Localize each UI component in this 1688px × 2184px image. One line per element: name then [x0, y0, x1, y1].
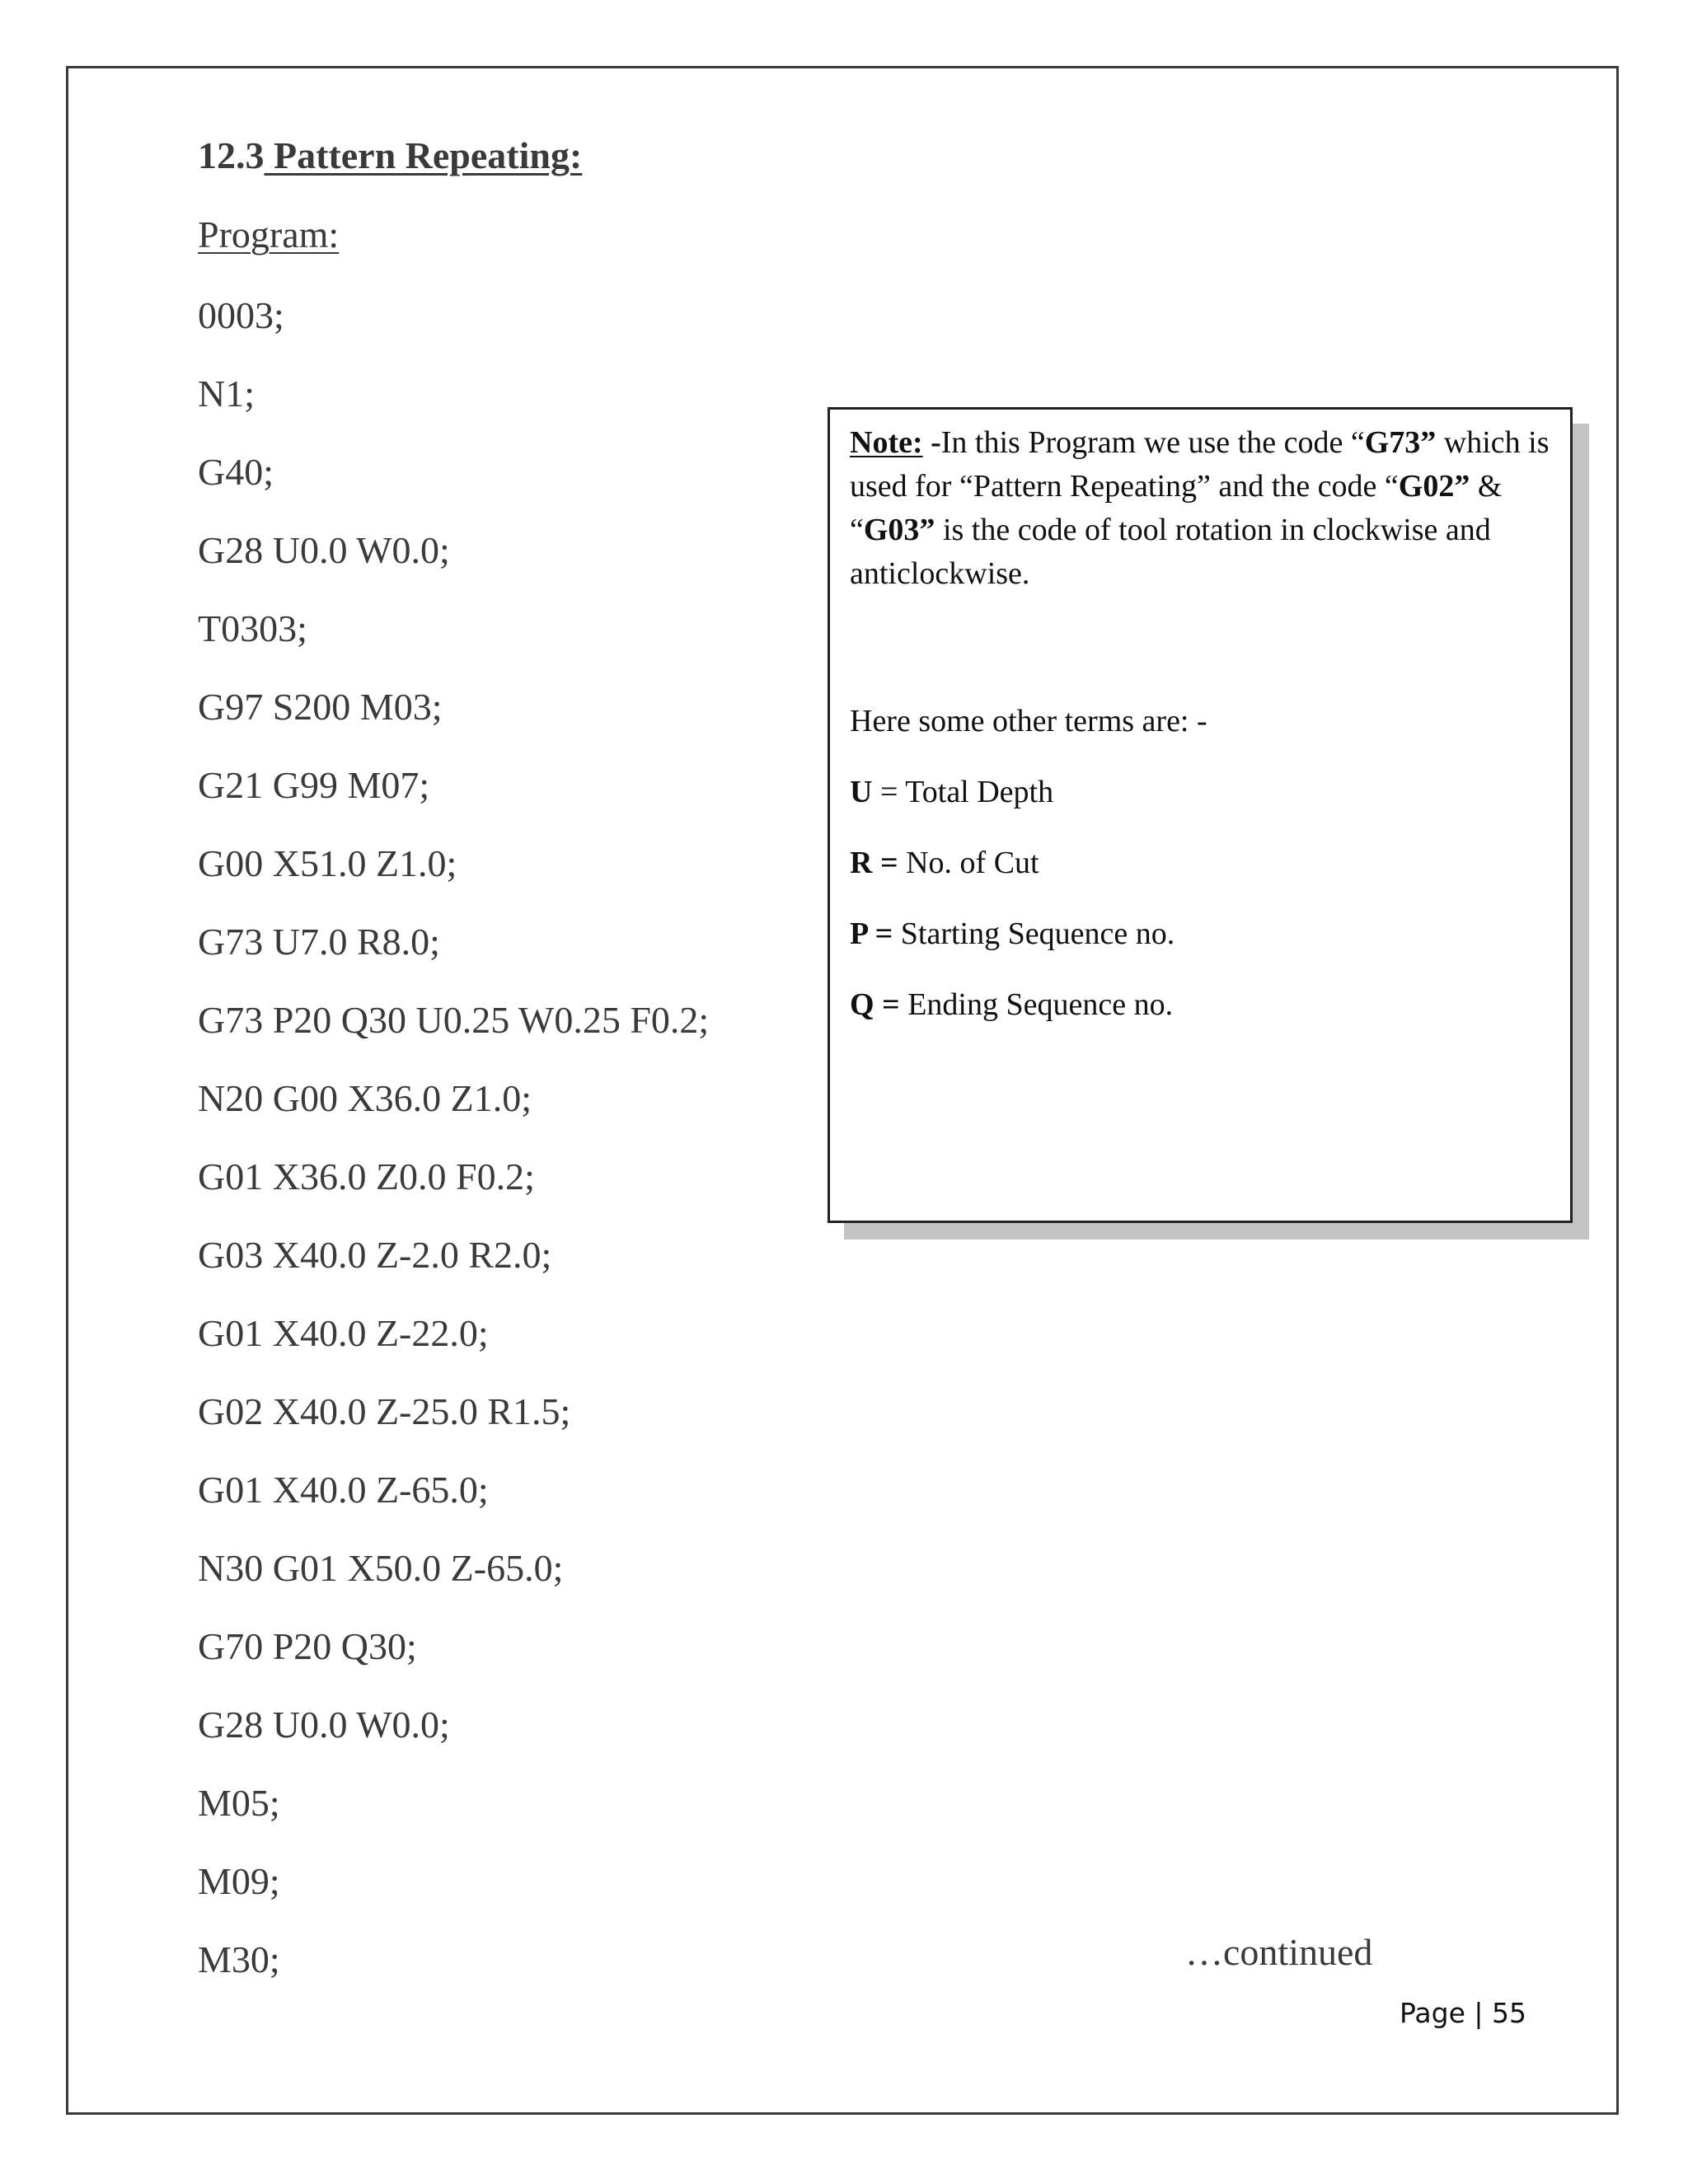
note-code-g73: G73” — [1364, 425, 1437, 460]
code-line: G70 P20 Q30; — [198, 1625, 417, 1667]
note-text: & “ — [850, 469, 1503, 547]
code-line: N20 G00 X36.0 Z1.0; — [198, 1077, 532, 1119]
section-heading — [198, 134, 582, 177]
page-number: Page | 55 — [1400, 1997, 1526, 2029]
term-u — [850, 771, 1552, 814]
code-line: G01 X40.0 Z-65.0; — [198, 1469, 489, 1511]
code-line: G01 X40.0 Z-22.0; — [198, 1312, 489, 1354]
terms-title: Here some other terms are: - — [850, 704, 1207, 738]
note-text: which is used for “Pattern Repeating” and the code “ — [850, 425, 1550, 504]
code-line: G01 X36.0 Z0.0 F0.2; — [198, 1155, 535, 1197]
term-key: U — [850, 775, 873, 809]
code-line: G40; — [198, 451, 274, 493]
code-line: N30 G01 X50.0 Z-65.0; — [198, 1547, 564, 1589]
term-q — [850, 983, 1552, 1027]
term-value: No. of Cut — [898, 846, 1039, 880]
program-code-list — [198, 290, 709, 2013]
code-line: M05; — [198, 1782, 280, 1824]
term-key: P = — [850, 916, 893, 951]
term-r — [850, 841, 1552, 885]
code-line: G97 S200 M03; — [198, 686, 443, 728]
program-label: Program: — [198, 213, 340, 255]
term-value: Ending Sequence no. — [899, 987, 1174, 1022]
code-line: G28 U0.0 W0.0; — [198, 1704, 450, 1746]
note-box — [828, 407, 1573, 1223]
code-line: M09; — [198, 1860, 280, 1902]
note-text: In this Program we use the code “ — [940, 425, 1365, 460]
code-line: 0003; — [198, 294, 284, 336]
code-line: M30; — [198, 1938, 280, 1980]
code-line: T0303; — [198, 607, 307, 649]
note-text: is the code of tool rotation in clockwise and anticlockwise. — [850, 513, 1491, 591]
code-line: G00 X51.0 Z1.0; — [198, 842, 457, 884]
code-line: G28 U0.0 W0.0; — [198, 529, 450, 571]
code-line: G02 X40.0 Z-25.0 R1.5; — [198, 1390, 571, 1432]
term-key: R = — [850, 846, 898, 880]
note-label: Note: — [850, 425, 923, 460]
section-title: Pattern Repeating: — [264, 134, 583, 176]
section-number: 12.3 — [198, 134, 265, 176]
term-value: = Total Depth — [872, 775, 1054, 809]
code-line: G03 X40.0 Z-2.0 R2.0; — [198, 1234, 552, 1276]
code-line: G21 G99 M07; — [198, 764, 430, 806]
note-code-g03: G03” — [863, 513, 935, 547]
note-intro — [850, 421, 1552, 596]
note-code-g02: G02” — [1398, 469, 1470, 504]
code-line: N1; — [198, 373, 255, 415]
term-p — [850, 912, 1552, 956]
code-line: G73 U7.0 R8.0; — [198, 921, 440, 963]
code-line: G73 P20 Q30 U0.25 W0.25 F0.2; — [198, 999, 710, 1041]
note-dash: - — [922, 425, 941, 460]
term-key: Q = — [850, 987, 900, 1022]
continued-label: …continued — [1185, 1931, 1373, 1973]
term-value: Starting Sequence no. — [893, 916, 1175, 951]
